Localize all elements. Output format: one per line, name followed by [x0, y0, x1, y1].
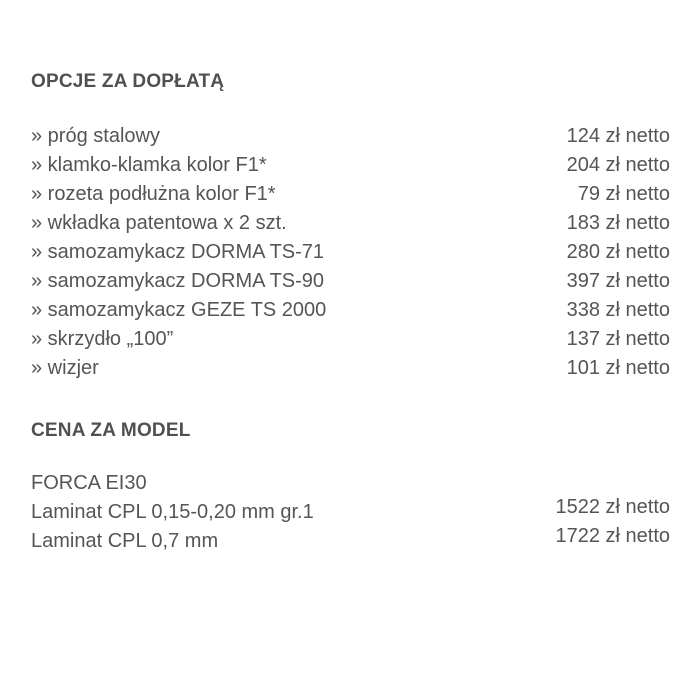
variant-label: Laminat CPL 0,15-0,20 mm gr.1 [31, 501, 314, 523]
options-section-title: OPCJE ZA DOPŁATĄ [31, 71, 225, 92]
option-price: 338 zł netto [566, 299, 670, 321]
variant-price: 1522 zł netto [555, 496, 670, 518]
option-row-closer-ts71 [31, 238, 670, 267]
option-price: 183 zł netto [566, 212, 670, 234]
option-row-threshold [31, 122, 670, 151]
option-label: » samozamykacz GEZE TS 2000 [31, 299, 327, 321]
model-price-section-title: CENA ZA MODEL [31, 420, 191, 441]
option-label: » samozamykacz DORMA TS-90 [31, 270, 325, 292]
option-row-closer-ts90 [31, 267, 670, 296]
option-price: 137 zł netto [566, 328, 670, 350]
option-row-peephole [31, 354, 670, 383]
option-price: 204 zł netto [566, 154, 670, 176]
option-row-closer-geze [31, 296, 670, 325]
option-label: » rozeta podłużna kolor F1* [31, 183, 276, 205]
option-price: 124 zł netto [566, 125, 670, 147]
option-price: 79 zł netto [577, 183, 670, 205]
option-label: » wkładka patentowa x 2 szt. [31, 212, 287, 234]
option-label: » klamko-klamka kolor F1* [31, 154, 267, 176]
model-price-block [31, 469, 670, 559]
option-label: » próg stalowy [31, 125, 160, 147]
options-list [31, 122, 670, 383]
option-price: 280 zł netto [566, 241, 670, 263]
option-label: » samozamykacz DORMA TS-71 [31, 241, 325, 263]
option-row-cylinder [31, 209, 670, 238]
option-price: 397 zł netto [566, 270, 670, 292]
option-price: 101 zł netto [566, 357, 670, 379]
option-row-handle [31, 151, 670, 180]
option-row-leaf-100 [31, 325, 670, 354]
option-label: » wizjer [31, 357, 99, 379]
option-row-rosette [31, 180, 670, 209]
variant-price: 1722 zł netto [555, 525, 670, 547]
option-label: » skrzydło „100” [31, 328, 174, 350]
variant-label: Laminat CPL 0,7 mm [31, 530, 219, 552]
model-name: FORCA EI30 [31, 472, 147, 494]
